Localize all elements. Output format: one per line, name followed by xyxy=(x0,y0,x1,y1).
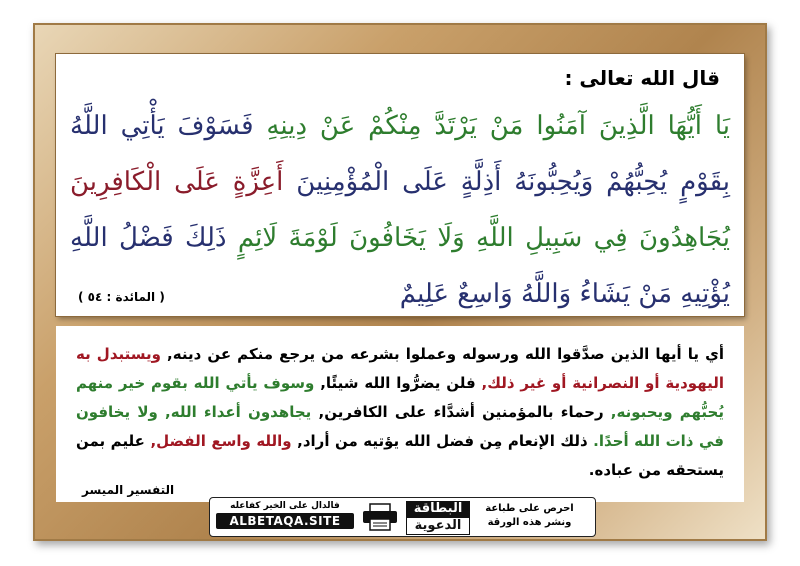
verse-reference: ( المائدة : ٥٤ ) xyxy=(78,290,165,304)
tafsir-sentence-6: يجاهدون أعداء الله, ولا يخافون في ذات الله أحدًا. xyxy=(76,403,724,450)
site-block xyxy=(216,501,354,531)
logo-bottom: الدعوية xyxy=(406,517,470,535)
print-tip-line-1: احرص على طباعة xyxy=(485,503,574,514)
tafsir-panel xyxy=(56,326,744,502)
verse-part-3: أَعِزَّةٍ عَلَى الْكَافِرِينَ xyxy=(70,167,284,197)
print-tip xyxy=(472,502,587,530)
verse-part-1: يَا أَيُّهَا الَّذِينَ آمَنُوا مَنْ يَرْتَدَّ مِنْكُمْ عَنْ دِينِهِ xyxy=(266,111,731,141)
tafsir-sentence-4: وسوف يأتي الله بقوم خير منهم يُحبُّهم ويحبونه, xyxy=(76,374,724,421)
tafsir-text xyxy=(76,340,724,485)
quran-verse xyxy=(70,98,730,322)
site-url[interactable]: ALBETAQA.SITE xyxy=(216,513,354,529)
site-caption: فالدال على الخير كفاعله xyxy=(230,501,340,511)
tafsir-sentence-8: والله واسع الفضل, xyxy=(150,432,292,450)
tafsir-sentence-7: ذلك الإنعام مِن فضل الله يؤتيه من أراد, xyxy=(297,432,588,450)
tafsir-sentence-9: عليم بمن يستحقه من عباده. xyxy=(76,432,724,479)
verse-title: قال الله تعالى : xyxy=(564,66,720,90)
tafsir-sentence-2: ويستبدل به اليهودية أو النصرانية أو غير ذلك, xyxy=(76,345,724,392)
verse-part-2: فَسَوْفَ يَأْتِي اللَّهُ بِقَوْمٍ يُحِبُّهُمْ وَيُحِبُّونَهُ أَذِلَّةٍ عَلَى الْمُؤْمِنِينَ xyxy=(70,111,730,197)
print-tip-line-2: ونشر هذه الورقة xyxy=(487,517,572,528)
tafsir-sentence-1: أي يا أيها الذين صدَّقوا الله ورسوله وعملوا بشرعه من يرجع منكم عن دينه, xyxy=(167,345,724,363)
tafsir-sentence-3: فلن يضرُّوا الله شيئًا, xyxy=(320,374,476,392)
verse-part-5: ذَلِكَ فَضْلُ اللَّهِ يُؤْتِيهِ مَنْ يَشَاءُ وَاللَّهُ وَاسِعٌ عَلِيمٌ xyxy=(70,223,730,309)
tafsir-source: التفسير الميسر xyxy=(82,483,175,497)
verse-panel xyxy=(56,54,744,316)
footer-banner xyxy=(209,497,596,537)
tafsir-sentence-5: رحماء بالمؤمنين أشدَّاء على الكافرين, xyxy=(318,403,604,421)
printer-icon xyxy=(360,503,400,531)
logo xyxy=(406,501,470,533)
verse-part-4: يُجَاهِدُونَ فِي سَبِيلِ اللَّهِ وَلَا يَخَافُونَ لَوْمَةَ لَائِمٍ xyxy=(237,223,730,253)
logo-top: البطاقة xyxy=(406,501,470,517)
